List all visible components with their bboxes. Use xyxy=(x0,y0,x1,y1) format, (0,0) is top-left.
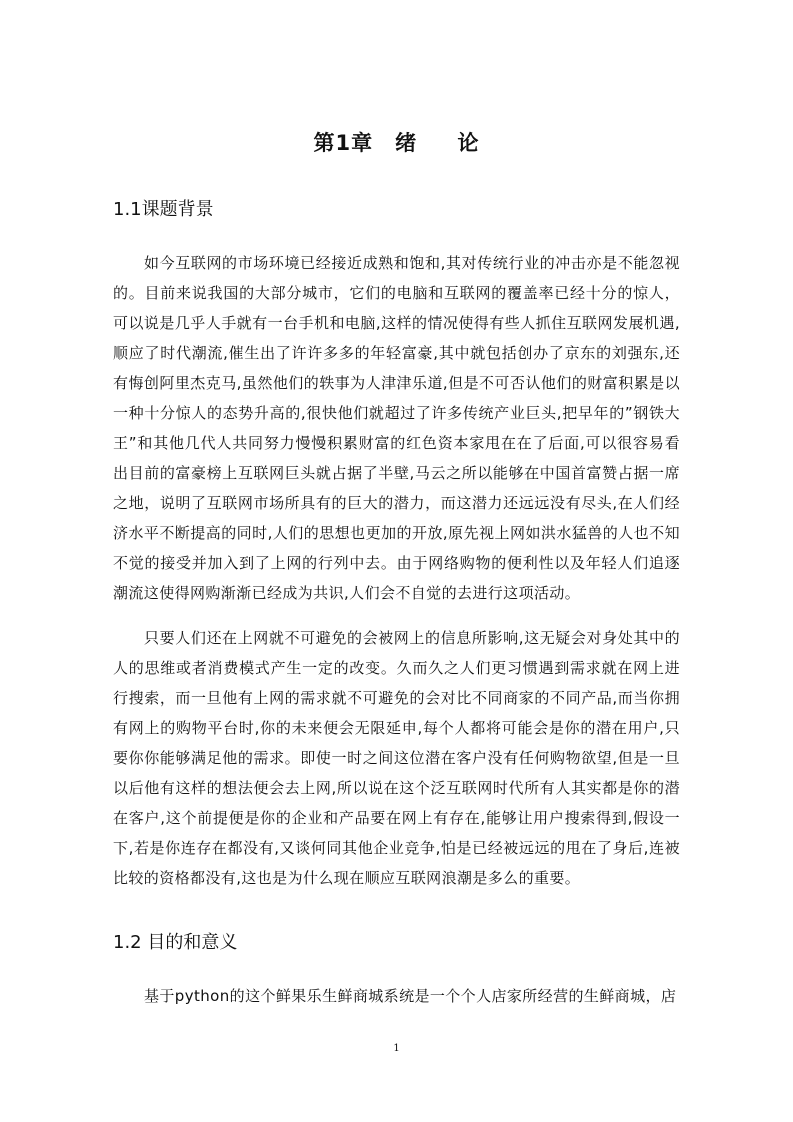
paragraph-background-2: 只要人们还在上网就不可避免的会被网上的信息所影响,这无疑会对身处其中的人的思维或者消费模式产生一定的改变。久而久之人们更习惯遇到需求就在网上进行搜索，而一旦他有上网的需求就不可避免的会对比不同商家的不同产品,而当你拥有网上的购物平台时,你的未来便会无限延申,每个人都将可能会是你的潜在用户,只要你你能够满足他的需求。即使一时之间这位潜在客户没有任何购物欲望,但是一旦以后他有这样的想法便会去上网,所以说在这个泛互联网时代所有人其实都是你的潜在客户,这个前提便是你的企业和产品要在网上有存在,能够让用户搜索得到,假设一下,若是你连存在都没有,又谈何同其他企业竞争,怕是已经被远远的甩在了身后,连被比较的资格都没有,这也是为什么现在顺应互联网浪潮是多么的重要。 xyxy=(113,629,680,887)
paragraph-background-1: 如今互联网的市场环境已经接近成熟和饱和,其对传统行业的冲击亦是不能忽视的。目前来说我国的大部分城市，它们的电脑和互联网的覆盖率已经十分的惊人，可以说是几乎人手就有一台手机和电脑,这样的情况使得有些人抓住互联网发展机遇,顺应了时代潮流,催生出了许许多多的年轻富豪,其中就包括创办了京东的刘强东,还有悔创阿里杰克马,虽然他们的轶事为人津津乐道,但是不可否认他们的财富积累是以一种十分惊人的态势升高的,很快他们就超过了许多传统产业巨头,把早年的”钢铁大王”和其他几代人共同努力慢慢积累财富的红色资本家甩在在了后面,可以很容易看出目前的富豪榜上互联网巨头就占据了半壁,马云之所以能够在中国首富赞占据一席之地，说明了互联网市场所具有的巨大的潜力，而这潜力还远远没有尽头,在人们经济水平不断提高的同时,人们的思想也更加的开放,原先视上网如洪水猛兽的人也不知不觉的接受并加入到了上网的行列中去。由于网络购物的便利性以及年轻人们追逐潮流这使得网购渐渐已经成为共识,人们会不自觉的去进行这项活动。 xyxy=(113,254,680,602)
paragraph-purpose-1: 基于python的这个鲜果乐生鲜商城系统是一个个人店家所经营的生鲜商城，店 xyxy=(144,987,677,1005)
chapter-title: 第1章 绪 论 xyxy=(313,131,480,155)
section-heading-1-2: 1.2 目的和意义 xyxy=(113,932,238,953)
section-heading-1-1: 1.1课题背景 xyxy=(113,199,214,220)
page-number: 1 xyxy=(393,1043,400,1054)
